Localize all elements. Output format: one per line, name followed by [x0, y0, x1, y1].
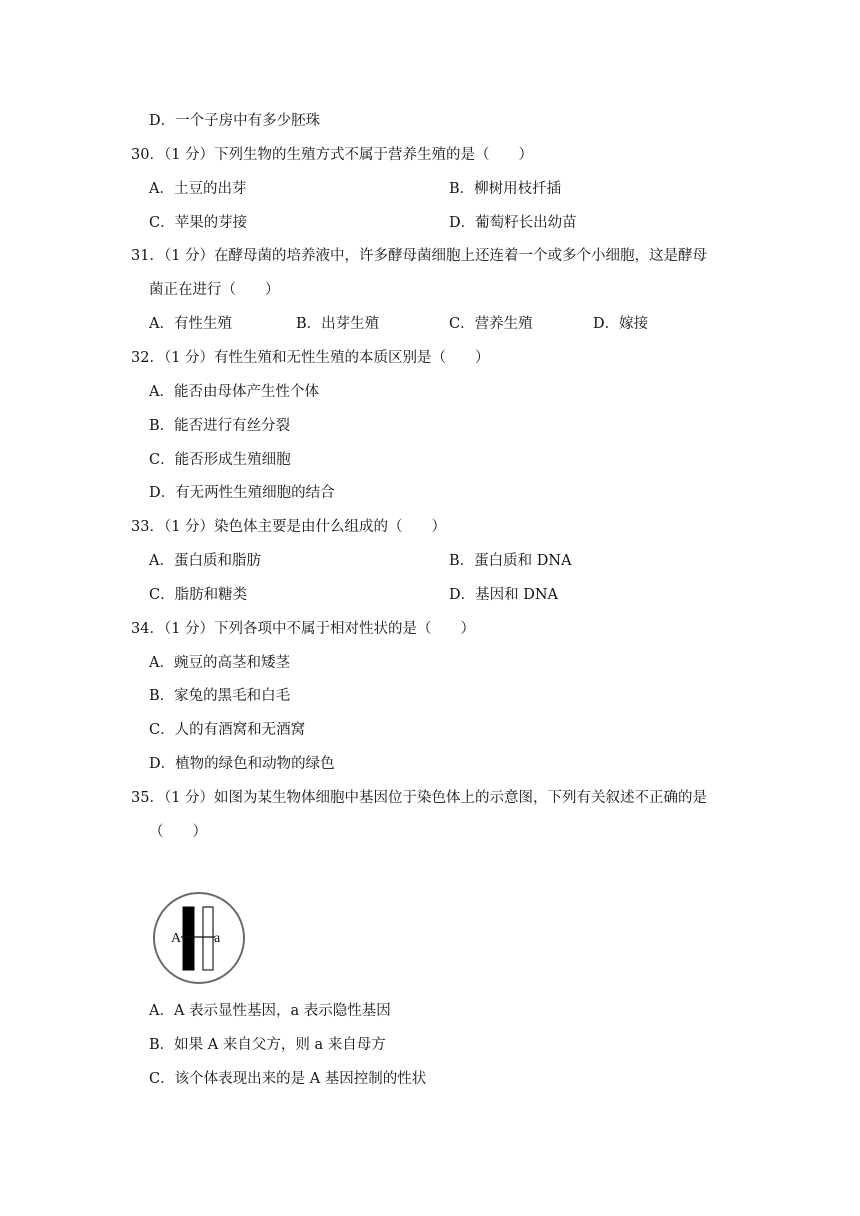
q33-stem: 33．（1 分）染色体主要是由什么组成的（ ） — [131, 519, 447, 535]
chromosome-figure — [152, 891, 246, 985]
q35-stem: 35．（1 分）如图为某生物体细胞中基因位于染色体上的示意图，下列有关叙述不正确的是 — [131, 790, 708, 806]
q33-option-d: D．基因和 DNA — [449, 587, 559, 603]
q31-option-c: C．营养生殖 — [449, 316, 533, 332]
chromosome-diagram — [152, 891, 246, 985]
q33-option-c: C．脂肪和糖类 — [149, 587, 248, 603]
q30-option-c: C．苹果的芽接 — [149, 215, 248, 231]
chromosome-light — [203, 907, 213, 970]
q34-option-a: A．豌豆的高茎和矮茎 — [149, 655, 290, 671]
q32-option-d: D．有无两性生殖细胞的结合 — [149, 485, 335, 501]
q32-option-c: C．能否形成生殖细胞 — [149, 452, 291, 468]
q30-option-d: D．葡萄籽长出幼苗 — [449, 215, 577, 231]
q34-option-d: D．植物的绿色和动物的绿色 — [149, 756, 335, 772]
label-dominant-gene: A — [171, 931, 182, 946]
cell-outline — [154, 893, 244, 983]
chromosome-dark — [183, 907, 194, 970]
q34-option-b: B．家兔的黑毛和白毛 — [149, 688, 291, 704]
q29-option-d: D．一个子房中有多少胚珠 — [149, 113, 321, 129]
q30-stem: 30．（1 分）下列生物的生殖方式不属于营养生殖的是（ ） — [131, 147, 534, 163]
q35-stem-cont: （ ） — [149, 824, 207, 840]
q35-option-b: B．如果 A 来自父方，则 a 来自母方 — [149, 1037, 386, 1053]
q33-option-b: B．蛋白质和 DNA — [449, 553, 572, 569]
q31-option-a: A．有性生殖 — [149, 316, 232, 332]
q32-option-b: B．能否进行有丝分裂 — [149, 418, 291, 434]
q30-option-b: B．柳树用枝扦插 — [449, 181, 562, 197]
q31-option-d: D．嫁接 — [593, 316, 649, 332]
q31-stem: 31．（1 分）在酵母菌的培养液中，许多酵母菌细胞上还连着一个或多个小细胞，这是酵母 — [131, 248, 708, 264]
q34-stem: 34．（1 分）下列各项中不属于相对性状的是（ ） — [131, 621, 476, 637]
q31-stem-cont: 菌正在进行（ ） — [149, 282, 280, 298]
q35-option-a: A．A 表示显性基因，a 表示隐性基因 — [149, 1003, 391, 1019]
q31-option-b: B．出芽生殖 — [296, 316, 380, 332]
q35-option-c: C．该个体表现出来的是 A 基因控制的性状 — [149, 1071, 427, 1087]
q34-option-c: C．人的有酒窝和无酒窝 — [149, 722, 306, 738]
label-recessive-gene: a — [214, 931, 221, 946]
q32-option-a: A．能否由母体产生性个体 — [149, 384, 319, 400]
q33-option-a: A．蛋白质和脂肪 — [149, 553, 261, 569]
q32-stem: 32．（1 分）有性生殖和无性生殖的本质区别是（ ） — [131, 350, 490, 366]
q30-option-a: A．土豆的出芽 — [149, 181, 247, 197]
